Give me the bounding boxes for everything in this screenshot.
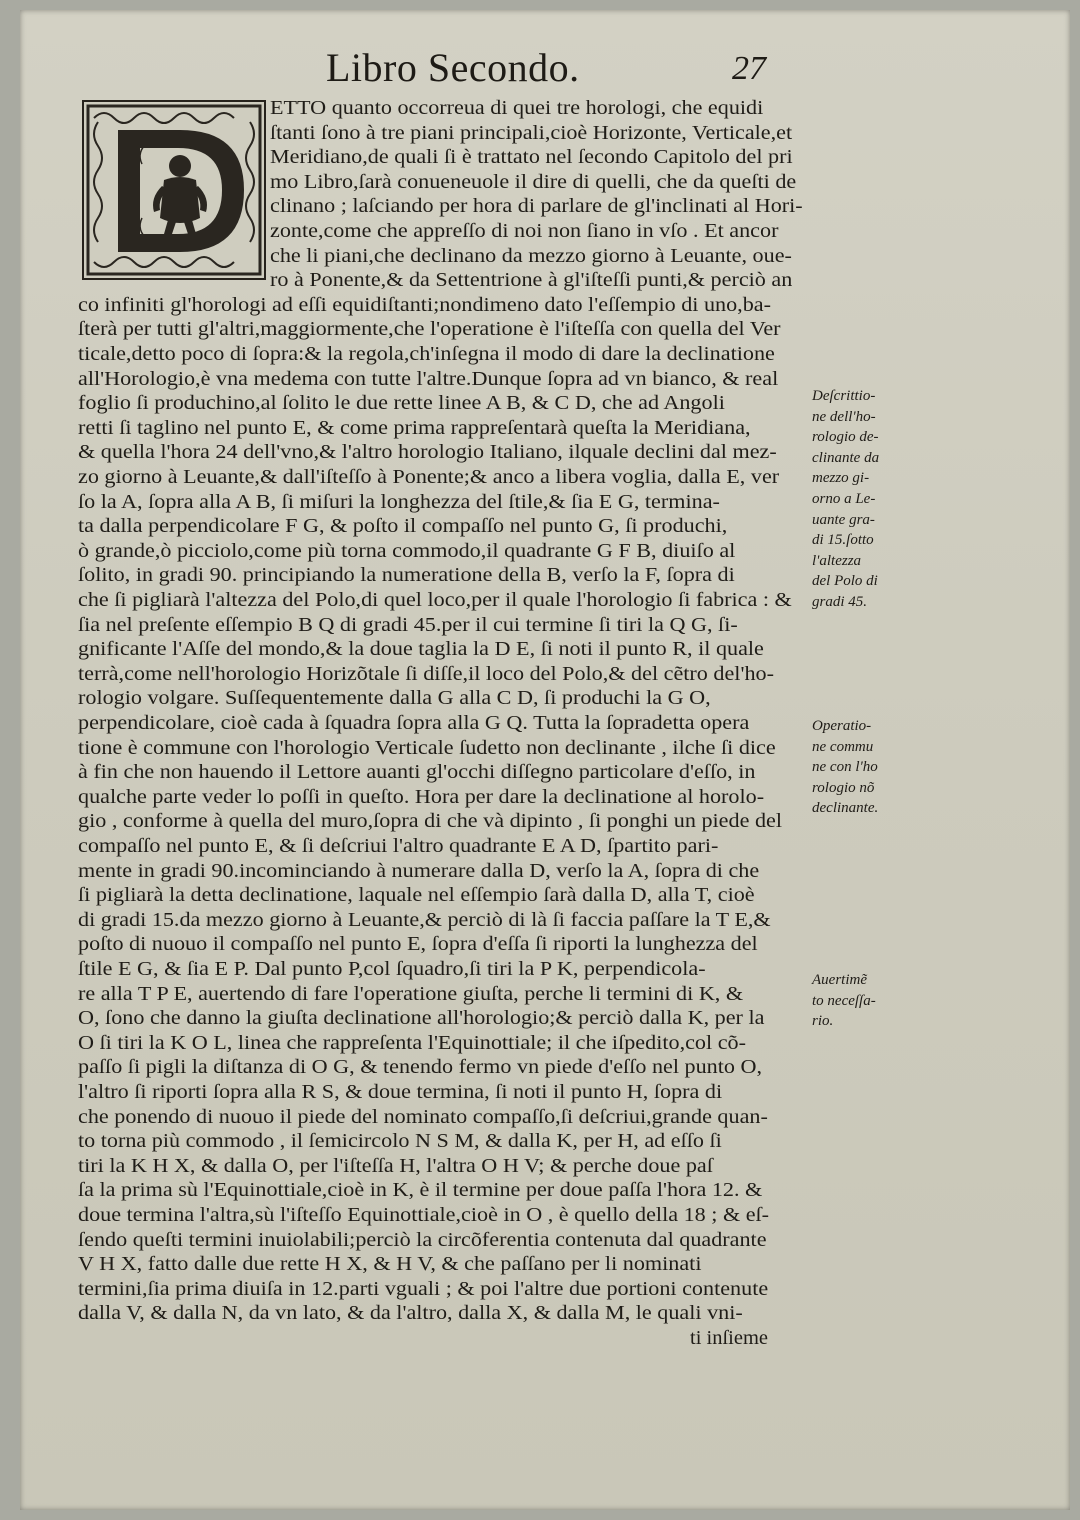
margin-note-line: gradi 45. <box>812 594 868 610</box>
body-line: zo giorno à Leuante,& dall'iſteſſo à Ponente;& anco a libera voglia, dalla E, ver <box>78 466 780 488</box>
body-line: rologio volgare. Suſſequentemente dalla G alla C D, ſi produchi la G O, <box>78 687 711 710</box>
body-line: di gradi 15.da mezzo giorno à Leuante,& perciò di là ſi faccia paſſare la T E,& <box>78 908 771 931</box>
body-line: mo Libro,ſarà conueneuole il dire di quelli, che da queſti de <box>270 170 797 193</box>
body-line: ſia nel preſente eſſempio B Q di gradi 45.per il cui termine ſi tiri la Q G, ſi- <box>78 613 738 636</box>
margin-note-line: ne commu <box>812 738 874 755</box>
body-line: ta dalla perpendicolare F G, & poſto il compaſſo nel punto G, ſi produchi, <box>78 515 728 538</box>
body-line: Meridiano,de quali ſi è trattato nel ſecondo Capitolo del pri <box>270 146 793 169</box>
running-title: Libro Secondo. <box>326 45 580 90</box>
margin-note-line: Operatio- <box>812 718 872 734</box>
body-line: ſtile E G, & ſia E P. Dal punto P,col ſquadro,ſi tiri la P K, perpendicola- <box>78 958 706 980</box>
body-line: qualche parte veder lo poſſi in queſto. Hora per dare la declinatione al horolo- <box>78 785 765 808</box>
body-line: O, ſono che danno la giuſta declinatione all'horologio;& perciò dalla K, per la <box>78 1007 765 1030</box>
body-line: gnificante l'Aſſe del mondo,& la doue taglia la D E, ſi noti il punto R, il quale <box>78 638 764 661</box>
body-line: ETTO quanto occorreua di quei tre horologi, che equidi <box>270 97 764 119</box>
margin-note-line: declinante. <box>812 800 879 817</box>
body-line: termini,ſia prima diuiſa in 12.parti vguali ; & poi l'altre due portioni contenute <box>78 1277 769 1300</box>
body-line: mente in gradi 90.incominciando à numerare dalla D, verſo la A, ſopra di che <box>78 859 760 882</box>
margin-note-line: rio. <box>812 1013 834 1030</box>
margin-note-line: ne con l'ho <box>812 759 878 776</box>
body-line: tione è commune con l'horologio Verticale ſudetto non declinante , ilche ſi dice <box>78 736 776 759</box>
body-line: terrà,come nell'horologio Horizõtale ſi diſſe,il loco del Polo,& del cẽtro del'ho- <box>78 662 774 685</box>
margin-note-line: Auertimẽ <box>812 972 867 988</box>
body-line: compaſſo nel punto E, & ſi deſcriui l'altro quadrante E A D, ſpartito pari- <box>78 835 719 857</box>
body-line: clinano ; laſciando per hora di parlare de gl'inclinati al Hori- <box>270 195 803 218</box>
decorated-initial-image <box>84 102 264 278</box>
running-header <box>0 44 1080 94</box>
body-line: re alla T P E, auertendo di fare l'operatione giuſta, perche li termini di K, & <box>78 982 744 1005</box>
body-line: gio , conforme à quella del muro,ſopra di che và dipinto , ſi ponghi un piede del <box>78 810 783 833</box>
body-line: che li piani,che declinano da mezzo giorno à Leuante, oue- <box>270 244 792 267</box>
body-line: ti inſieme <box>690 1327 768 1349</box>
margin-note-line: rologio nõ <box>812 779 875 796</box>
page-number: 27 <box>732 50 766 87</box>
body-line: V H X, fatto dalle due rette H X, & H V, & che paſſano per li nominati <box>78 1253 702 1276</box>
body-line: che ponendo di nuouo il piede del nominato compaſſo,ſi deſcriui,grande quan- <box>78 1105 768 1128</box>
body-line: co infiniti gl'horologi ad eſſi equidiſtanti;nondimeno dato l'eſſempio di uno,ba- <box>78 293 771 316</box>
body-line: to torna più commodo , il ſemicircolo N S M, & dalla K, per H, ad eſſo ſi <box>78 1130 722 1153</box>
body-line: paſſo ſi pigli la diſtanza di O G, & tenendo fermo vn piede d'eſſo nel punto O, <box>78 1056 763 1079</box>
body-line: perpendicolare, cioè cada à ſquadra ſopra alla G Q. Tutta la ſopradetta opera <box>78 712 750 734</box>
margin-note-line: ne dell'ho- <box>812 408 876 425</box>
body-line: ſa la prima sù l'Equinottiale,cioè in K, è il termine per doue paſſa l'hora 12. & <box>78 1179 763 1202</box>
margin-note-line: orno a Le- <box>812 491 876 507</box>
margin-note-line: del Polo di <box>812 573 878 590</box>
margin-note-line: uante gra- <box>812 511 875 528</box>
body-line: ro à Ponente,& da Settentrione à gl'iſteſſi punti,& perciò an <box>270 269 793 292</box>
body-line: che ſi pigliarà l'altezza del Polo,di quel loco,per il quale l'horologio ſi fabrica : & <box>78 589 792 611</box>
body-line: ſterà per tutti gl'altri,maggiormente,che l'operatione è l'iſteſſa con quella del Ver <box>78 318 781 341</box>
decorated-initial <box>82 100 266 280</box>
body-line: dalla V, & dalla N, da vn lato, & da l'altro, dalla X, & dalla M, le quali vni- <box>78 1302 743 1325</box>
body-line: à fin che non hauendo il Lettore auanti gl'occhi diſſegno particolare d'eſſo, in <box>78 761 756 784</box>
margin-note-line: to neceſſa- <box>812 992 876 1009</box>
margin-note-line: di 15.ſotto <box>812 532 874 549</box>
margin-note-line: l'altezza <box>812 552 862 569</box>
body-line: & quella l'hora 24 dell'vno,& l'altro horologio Italiano, ilquale declini dal mez- <box>78 441 777 464</box>
body-line: ſendo queſti termini inuiolabili;perciò la circõferentia contenuta dal quadrante <box>78 1228 767 1251</box>
body-line: doue termina l'altra,sù l'iſteſſo Equinottiale,cioè in O , è quello della 18 ; & eſ- <box>78 1204 770 1226</box>
body-line: ò grande,ò picciolo,come più torna commodo,il quadrante G F B, diuiſo al <box>78 539 736 562</box>
body-line: ſo la A, ſopra alla A B, ſi miſuri la longhezza del ſtile,& ſia E G, termina- <box>78 490 720 513</box>
body-line: ſtanti ſono à tre piani principali,cioè Horizonte, Verticale,et <box>270 121 793 144</box>
body-line: tiri la K H X, & dalla O, per l'iſteſſa H, l'altra O H V; & perche doue paſ <box>78 1154 713 1177</box>
body-line: ſi pigliarà la detta declinatione, laquale nel eſſempio ſarà dalla D, alla T, cioè <box>78 884 755 907</box>
body-line: poſto di nuouo il compaſſo nel punto E, ſopra d'eſſa ſi riporti la lunghezza del <box>78 933 758 956</box>
body-line: zonte,come che appreſſo di noi non ſiano in vſo . Et ancor <box>270 220 779 242</box>
body-line: l'altro ſi riporti ſopra alla R S, & doue termina, ſi noti il punto H, ſopra di <box>78 1081 723 1103</box>
body-line: O ſi tiri la K O L, linea che rappreſenta l'Equinottiale; il che iſpedito,col cõ- <box>78 1031 746 1054</box>
body-line: foglio ſi produchino,al ſolito le due rette linee A B, & C D, che ad Angoli <box>78 392 725 415</box>
margin-note-line: Deſcrittio- <box>812 388 876 404</box>
body-line: ſolito, in gradi 90. principiando la numeratione della B, verſo la F, ſopra di <box>78 564 735 587</box>
body-line: ticale,detto poco di ſopra:& la regola,ch'inſegna il modo di dare la declinatione <box>78 343 775 365</box>
body-line: retti ſi taglino nel punto E, & come prima rappreſentarà queſta la Meridiana, <box>78 416 751 439</box>
body-line: all'Horologio,è vna medema con tutte l'altre.Dunque ſopra ad vn bianco, & real <box>78 367 779 390</box>
margin-note-line: clinante da <box>812 449 880 466</box>
margin-note-line: rologio de- <box>812 429 879 446</box>
margin-note-line: mezzo gi- <box>812 470 870 487</box>
